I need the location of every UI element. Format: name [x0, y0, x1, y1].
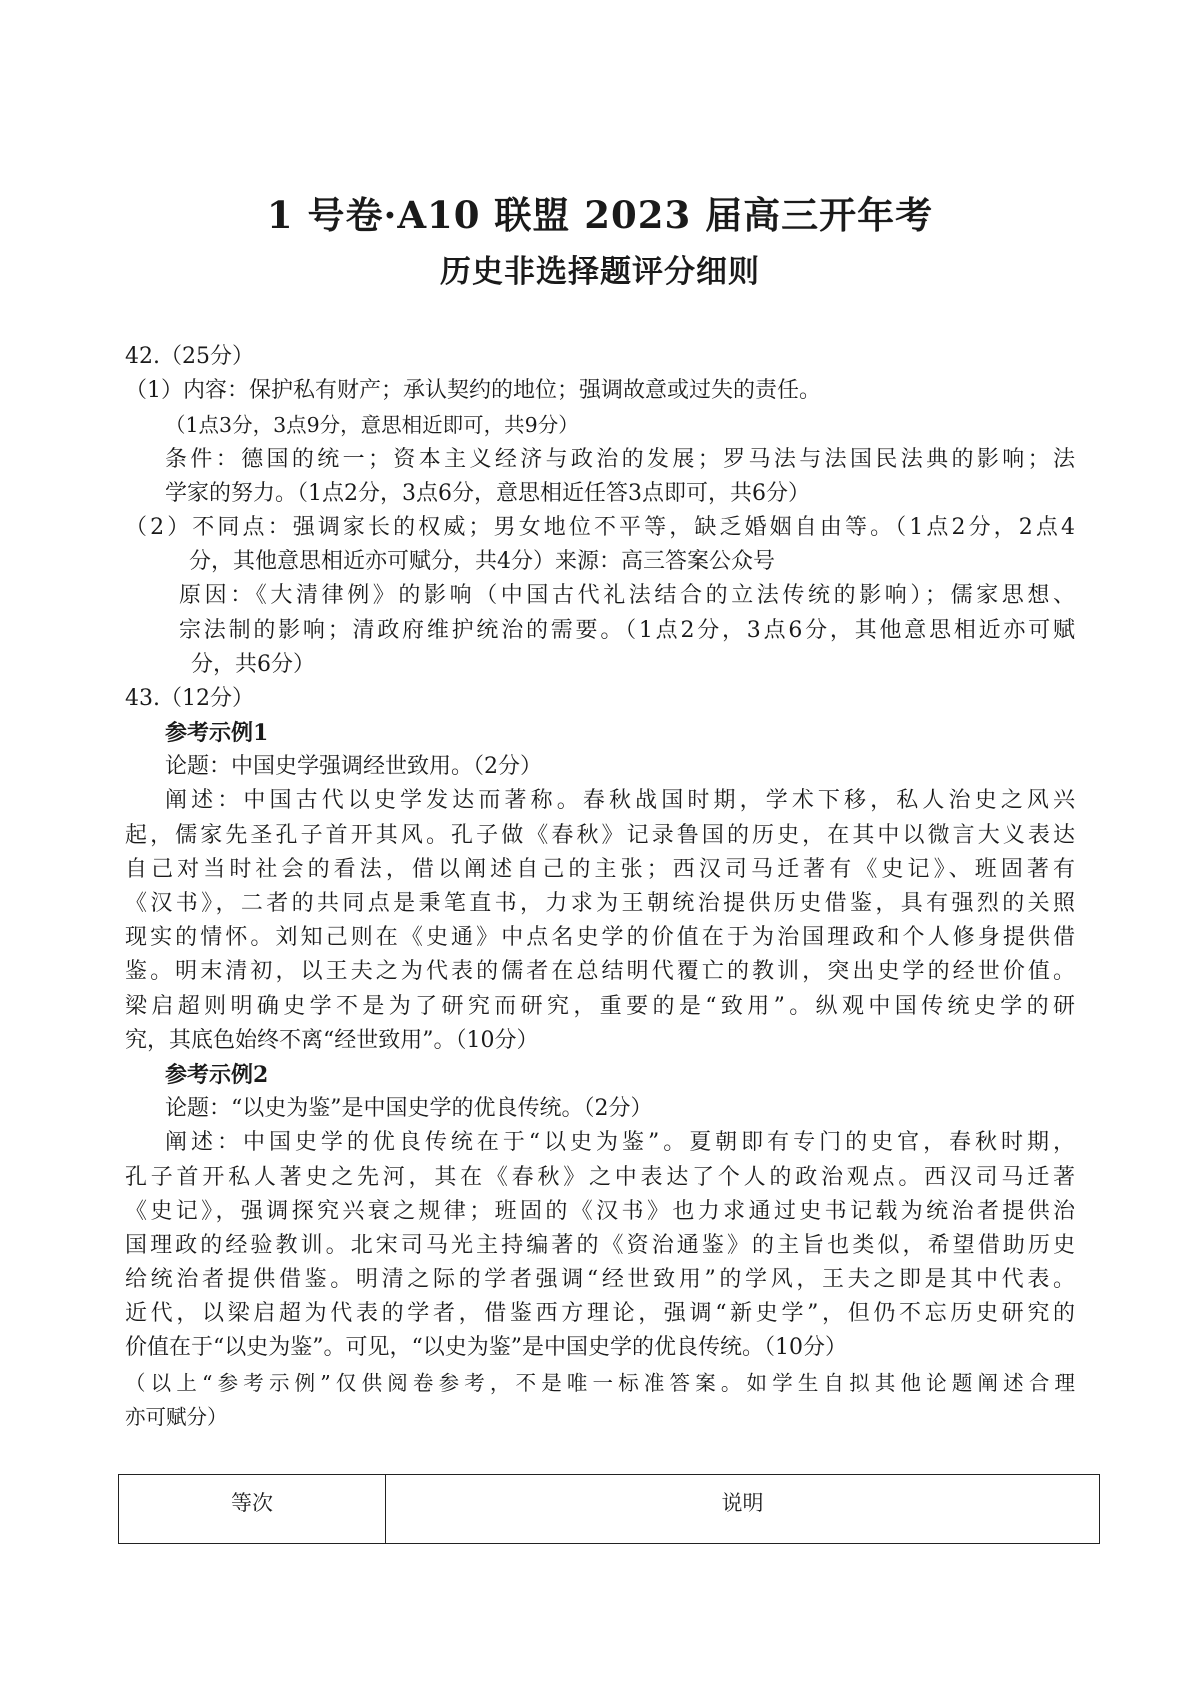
example1-thesis: 论题：中国史学强调经世致用。（2分）: [165, 754, 542, 780]
example2-body-line: 《史记》，强调探究兴衰之规律；班固的《汉书》也力求通过史书记载为统治者提供治: [125, 1198, 1075, 1224]
example1-body-line: 起，儒家先圣孔子首开其风。孔子做《春秋》记录鲁国的历史，在其中以微言大义表达: [125, 822, 1075, 848]
description-column-header: 说明: [386, 1475, 1100, 1544]
example1-heading: 参考示例1: [165, 720, 269, 747]
reference-note: （以上“参考示例”仅供阅卷参考，不是唯一标准答案。如学生自拟其他论题阐述合理: [125, 1370, 1075, 1395]
example1-body-line: 《汉书》，二者的共同点是秉笔直书，力求为王朝统治提供历史借鉴，具有强烈的关照: [125, 891, 1075, 916]
q42-part1-conditions: 条件：德国的统一；资本主义经济与政治的发展；罗马法与法国民法典的影响；法: [165, 446, 1075, 472]
example1-body-line: 阐述：中国古代以史学发达而著称。春秋战国时期，学术下移，私人治史之风兴: [165, 788, 1075, 814]
example1-body-line: 梁启超则明确史学不是为了研究而研究，重要的是“致用”。纵观中国传统史学的研: [125, 993, 1075, 1019]
table-header-row: [119, 1475, 1100, 1544]
q42-number: 42.（25分）: [125, 344, 254, 369]
q42-part2-reasons-cont: 宗法制的影响；清政府维护统治的需要。（1点2分，3点6分，其他意思相近亦可赋: [179, 617, 1075, 643]
example2-thesis: 论题：“以史为鉴”是中国史学的优良传统。（2分）: [165, 1096, 653, 1122]
exam-subtitle: 历史非选择题评分细则: [440, 254, 760, 290]
q42-part2-differences: （2）不同点：强调家长的权威；男女地位不平等，缺乏婚姻自由等。（1点2分，2点4: [125, 514, 1075, 540]
example1-body-line: 究，其底色始终不离“经世致用”。（10分）: [125, 1027, 539, 1053]
example2-body-line: 孔子首开私人著史之先河，其在《春秋》之中表达了个人的政治观点。西汉司马迁著: [125, 1164, 1075, 1190]
example1-body-line: 现实的情怀。刘知己则在《史通》中点名史学的价值在于为治国理政和个人修身提供借: [125, 925, 1075, 951]
q42-part1-scoring: （1点3分，3点9分，意思相近即可，共9分）: [165, 413, 579, 438]
example1-body-line: 自己对当时社会的看法，借以阐述自己的主张；西汉司马迁著有《史记》、班固著有: [125, 856, 1075, 882]
scoring-rules: [125, 340, 1075, 1434]
exam-title: 1 号卷·A10 联盟 2023 届高三开年考: [266, 193, 934, 237]
example1-body-line: 鉴。明末清初，以王夫之为代表的儒者在总结明代覆亡的教训，突出史学的经世价值。: [125, 959, 1075, 985]
example2-body-line: 阐述：中国史学的优良传统在于“以史为鉴”。夏朝即有专门的史官，春秋时期，: [165, 1130, 1075, 1156]
q42-part2-reasons-end: 分，共6分）: [191, 651, 315, 677]
grade-column-header: 等次: [119, 1475, 386, 1544]
q42-part1-conditions-cont: 学家的努力。（1点2分，3点6分，意思相近任答3点即可，共6分）: [165, 480, 810, 506]
q42-part2-differences-cont: 分，其他意思相近亦可赋分，共4分）来源：高三答案公众号: [189, 549, 775, 575]
q43-number: 43.（12分）: [125, 685, 254, 711]
example2-body-line: 价值在于“以史为鉴”。可见，“以史为鉴”是中国史学的优良传统。（10分）: [125, 1335, 847, 1361]
q42-part2-reasons: 原因：《大清律例》的影响（中国古代礼法结合的立法传统的影响）；儒家思想、: [179, 583, 1075, 609]
example2-heading: 参考示例2: [165, 1061, 269, 1088]
example2-body-line: 给统治者提供借鉴。明清之际的学者强调“经世致用”的学风，王夫之即是其中代表。: [125, 1267, 1075, 1293]
reference-note-cont: 亦可赋分）: [125, 1404, 228, 1429]
grading-table: [118, 1474, 1100, 1544]
example2-body-line: 国理政的经验教训。北宋司马光主持编著的《资治通鉴》的主旨也类似，希望借助历史: [125, 1232, 1075, 1258]
example2-body-line: 近代，以梁启超为代表的学者，借鉴西方理论，强调“新史学”，但仍不忘历史研究的: [125, 1301, 1075, 1327]
q42-part1-content: （1）内容：保护私有财产；承认契约的地位；强调故意或过失的责任。: [125, 378, 821, 404]
